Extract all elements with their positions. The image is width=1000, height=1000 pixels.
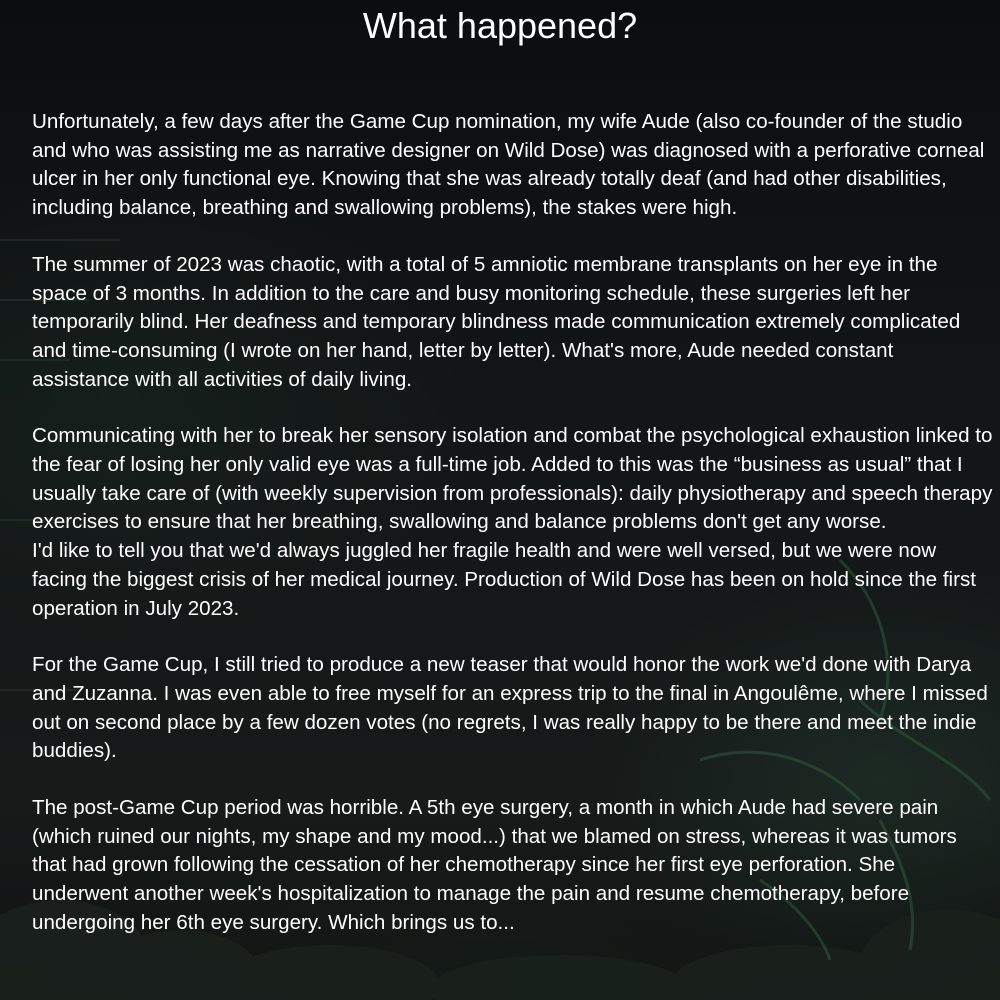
paragraph-summer-2023: The summer of 2023 was chaotic, with a total of 5 amniotic membrane transplants on her eye in the space of 3 months. In addition to the care and busy monitoring schedule, these surgeries left her temporarily blind. Her deafness and temporary blindness made communication extremely complicated and time-consuming (I wrote on her hand, letter by letter). What's more, Aude needed constant assistance with all activities of daily living.	[32, 252, 961, 391]
paragraph-post-game-cup: The post-Game Cup period was horrible. A 5th eye surgery, a month in which Aude had severe pain (which ruined our nights, my shape and my mood...) that we blamed on stress, whereas it was tumors that had grown following the cessation of her chemotherapy since her first eye perforation. She underwent another week's hospitalization to manage the pain and resume chemotherapy, before undergoing her 6th eye surgery. Which brings us to...	[32, 796, 957, 934]
paragraph-game-cup: For the Game Cup, I still tried to produce a new teaser that would honor the work we'd done with Darya and Zuzanna. I was even able to free myself for an express trip to the final in Angoulême, where I missed out on second place by a few dozen votes (no regrets, I was really happy to be there and meet the indie buddies).	[32, 653, 988, 763]
paragraph-diagnosis: Unfortunately, a few days after the Game Cup nomination, my wife Aude (also co-founder of the studio and who was assisting me as narrative designer on Wild Dose) was diagnosed with a perforative corneal ulcer in her only functional eye. Knowing that she was already totally deaf (and had other disabilities, including balance, breathing and swallowing problems), the stakes were high.	[32, 110, 985, 220]
paragraph-production-on-hold: I'd like to tell you that we'd always juggled her fragile health and were well versed, but we were now facing the biggest crisis of her medical journey. Production of Wild Dose has been on hold since the first operation in July 2023.	[32, 539, 976, 620]
article-body	[32, 108, 994, 938]
page-title: What happened?	[362, 5, 638, 46]
paragraph-communicating: Communicating with her to break her sensory isolation and combat the psychological exhaustion linked to the fear of losing her only valid eye was a full-time job. Added to this was the “business as usual” that I usually take care of (with weekly supervision from professionals): daily physiotherapy and speech therapy exercises to ensure that her breathing, swallowing and balance problems don't get any worse.	[32, 424, 993, 534]
